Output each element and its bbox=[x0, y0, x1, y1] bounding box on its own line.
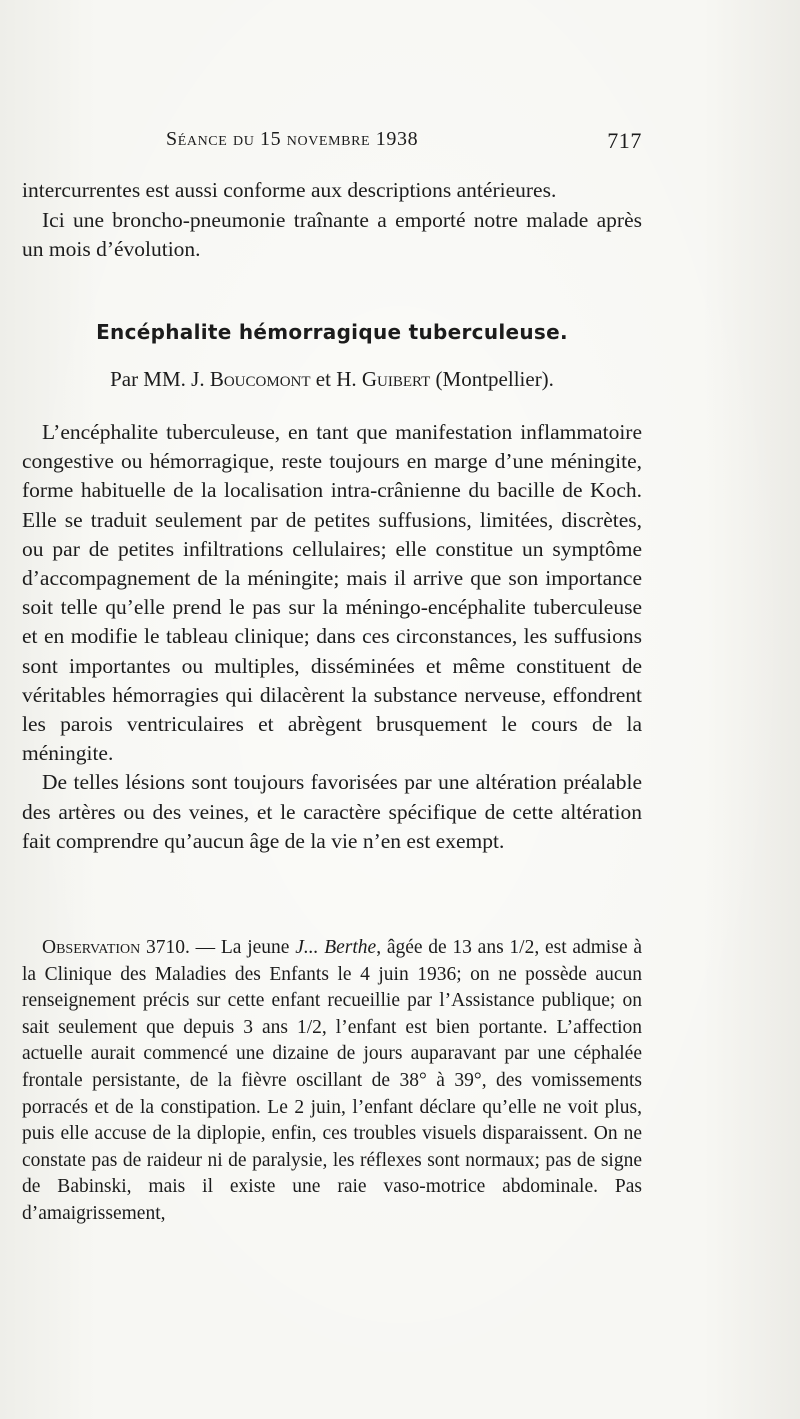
observation-section bbox=[22, 935, 642, 1228]
author1-name: Boucomont bbox=[209, 367, 311, 391]
intro-paragraph-1: intercurrentes est aussi conforme aux descriptions antérieures. bbox=[22, 178, 557, 202]
author2-initial: H. bbox=[336, 367, 357, 391]
authors-conjunction: et bbox=[315, 367, 331, 391]
author1-initial: J. bbox=[191, 367, 205, 391]
article-title: Encéphalite hémorragique tuberculeuse. bbox=[96, 320, 568, 344]
intro-text bbox=[22, 176, 642, 265]
article-body bbox=[22, 418, 642, 856]
observation-patient: J... Berthe bbox=[295, 937, 377, 958]
observation-dash: — La jeune bbox=[189, 937, 296, 958]
running-header bbox=[166, 128, 642, 158]
intro-paragraph-2: Ici une broncho-pneumonie traînante a emporté notre malade après un mois d’évolution. bbox=[22, 207, 642, 262]
observation-paragraph bbox=[22, 935, 642, 1228]
header-title: Séance du 15 novembre 1938 bbox=[166, 128, 419, 150]
body-paragraph-2: De telles lésions sont toujours favorisées par une altération préalable des artères ou des veines, et le caractère spécifique de cette altération fait comprendre qu’aucun âge de la vie n’en est exempt. bbox=[22, 770, 642, 853]
body-paragraph-1: L’encéphalite tuberculeuse, en tant que manifestation inflammatoire congestive ou hémorragique, reste toujours en marge d’une méningite, forme habituelle de la localisation intra-crânienne du bacille de Koch. Elle se traduit seulement par de petites suffusions, limitées, discrètes, ou par de petites infiltrations cellulaires; elle constitue un symptôme d’accompagnement de la méningite; mais il arrive que son importance soit telle qu’elle prend le pas sur la méningo-encéphalite tuberculeuse et en modifie le tableau clinique; dans ces circonstances, les suffusions sont importantes ou multiples, disséminées et même constituent de véritables hémorragies qui dilacèrent la substance nerveuse, effondrent les parois ventriculaires et abrègent brusquement le cours de la méningite. bbox=[22, 420, 642, 766]
authors-prefix: Par MM. bbox=[110, 367, 186, 391]
authors-affiliation: (Montpellier). bbox=[435, 367, 554, 391]
observation-label: Observation 3710. bbox=[42, 937, 190, 958]
observation-text: , âgée de 13 ans 1/2, est admise à la Clinique des Maladies des Enfants le 4 juin 1936; on ne possède aucun renseignement précis sur cette enfant recueillie par l’Assistance publique; on sait seulement que depuis 3 ans 1/2, l’enfant est bien portante. L’affection actuelle aurait commencé une dizaine de jours auparavant par une céphalée frontale persistante, de la fièvre oscillant de 38° à 39°, des vomissements porracés et de la constipation. Le 2 juin, l’enfant déclare qu’elle ne voit plus, puis elle accuse de la diplopie, enfin, ces troubles visuels disparaissent. On ne constate pas de raideur ni de paralysie, les réflexes sont normaux; pas de signe de Babinski, mais il existe une raie vaso-motrice abdominale. Pas d’amaigrissement, bbox=[22, 937, 642, 1224]
article-authors bbox=[22, 367, 642, 392]
page-number: 717 bbox=[607, 128, 642, 153]
author2-name: Guibert bbox=[361, 367, 431, 391]
